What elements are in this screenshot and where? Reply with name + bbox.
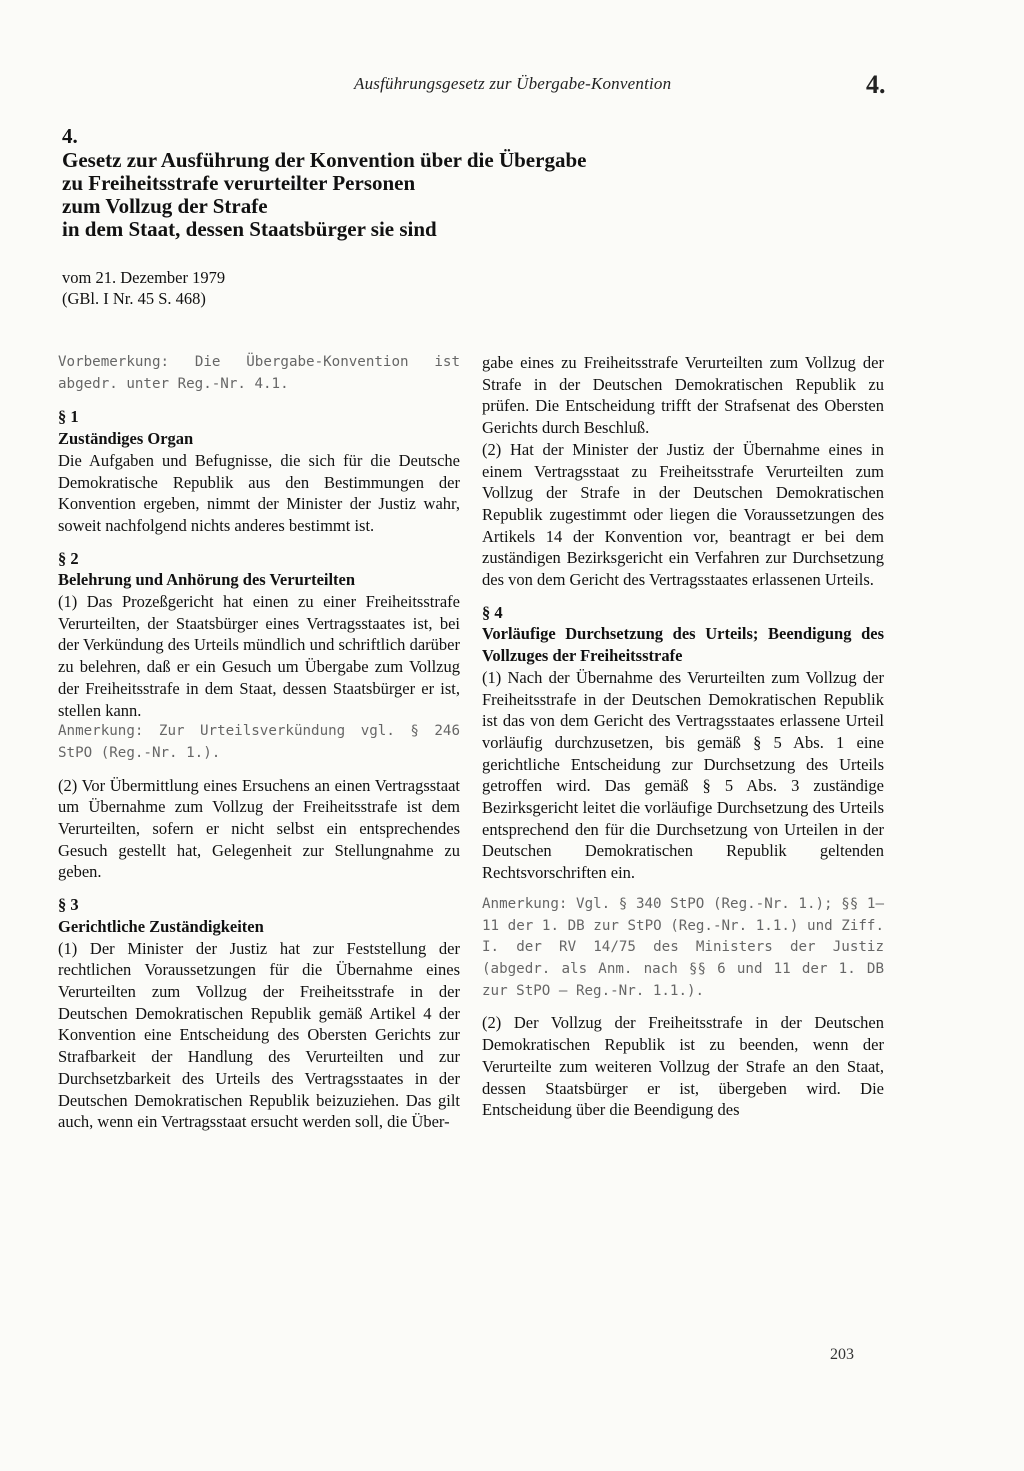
section-4-paragraph-2: (2) Der Vollzug der Freiheitsstrafe in der Deutschen Demokratischen Republik ist zu beenden, wenn der Verurteilte zum weiteren Vollzug der Strafe an den Staat, dessen Staatsbürger er ist, übergeben wird. Die Entscheidung über die Beendigung des (482, 1013, 884, 1120)
law-source: (GBl. I Nr. 45 S. 468) (62, 289, 206, 308)
law-title-line: Gesetz zur Ausführung der Konvention über die Übergabe (62, 148, 587, 172)
section-2-number: § 2 (58, 548, 79, 568)
law-number: 4. (62, 124, 78, 148)
section-4-paragraph-1: (1) Nach der Übernahme des Verurteilten zum Vollzug der Freiheitsstrafe in der Deutschen Demokratischen Republik ist das von dem Gericht des Vertragsstaates erlassene Urteil vorläufig durchzusetzen, bis gemäß § 5 Abs. 1 eine gerichtliche Entscheidung zur Durchsetzung des Urteils getroffen wird. Das gemäß § 5 Abs. 3 zuständige Bezirksgericht leitet die vorläufige Durchsetzung des Urteils entsprechend den für die Durchsetzung von Urteilen in der Deutschen Demokratischen Republik geltenden Rechtsvorschriften ein. (482, 667, 884, 883)
law-title (62, 149, 722, 241)
section-2-title: Belehrung und Anhörung des Verurteilten (58, 570, 356, 590)
section-3-paragraph-1-continued: gabe eines zu Freiheitsstrafe Verurteilten zum Vollzug der Strafe in der Deutschen Demokratischen Republik zu prüfen. Die Entscheidung trifft der Strafsenat des Obersten Gerichts durch Beschluß. (482, 353, 884, 438)
law-title-line: zum Vollzug der Strafe (62, 194, 268, 218)
section-2-paragraph-1: (1) Das Prozeßgericht hat einen zu einer Freiheitsstrafe Verurteilten, der Staatsbürger eines Vertragsstaates ist, bei der Verkündung des Urteils mündlich und schriftlich darüber zu belehren, daß er ein Gesuch um Übergabe zum Vollzug der Freiheitsstrafe in dem Staat, dessen Staatsbürger er ist, stellen kann. (58, 592, 460, 720)
right-column (482, 352, 884, 1121)
running-head-title: Ausführungsgesetz zur Übergabe-Konvention (354, 74, 672, 93)
section-2-note: Anmerkung: Zur Urteilsverkündung vgl. § 246 StPO (Reg.-Nr. 1.). (58, 723, 460, 761)
law-title-line: in dem Staat, dessen Staatsbürger sie sind (62, 217, 437, 241)
law-date: vom 21. Dezember 1979 (62, 268, 226, 287)
law-date-block (62, 267, 225, 309)
left-column (58, 352, 460, 1133)
section-1-text: Die Aufgaben und Befugnisse, die sich für die Deutsche Demokratische Republik aus den Bestimmungen der Konvention ergeben, nimmt der Minister der Justiz wahr, soweit nachfolgend nichts anderes bestimmt ist. (58, 450, 460, 535)
section-3-paragraph-1: (1) Der Minister der Justiz hat zur Feststellung der rechtlichen Voraussetzungen für die Übernahme eines Verurteilten zum Vollzug der Freiheitsstrafe in der Deutschen Demokratischen Republik gemäß Artikel 4 der Konvention eine Entscheidung des Obersten Gerichts zur Strafbarkeit der Handlung des Verurteilten und zur Durchsetzbarkeit des Urteils des Vertragsstaates in der Deutschen Demokratischen Republik beizuziehen. Das gilt auch, wenn ein Vertragsstaat ersucht werden soll, die Über- (58, 938, 460, 1132)
law-title-line: zu Freiheitsstrafe verurteilter Personen (62, 171, 416, 195)
section-4-number: § 4 (482, 602, 503, 622)
section-3-number: § 3 (58, 895, 79, 915)
section-3-title: Gerichtliche Zuständigkeiten (58, 916, 264, 936)
section-1-number: § 1 (58, 407, 79, 427)
section-1-title: Zuständiges Organ (58, 429, 194, 449)
section-4-title: Vorläufige Durchsetzung des Urteils; Beendigung des Vollzuges der Freiheitsstrafe (482, 624, 884, 666)
section-4-note: Anmerkung: Vgl. § 340 StPO (Reg.-Nr. 1.); §§ 1–11 der 1. DB zur StPO (Reg.-Nr. 1.1.) und Ziff. I. der RV 14/75 des Ministers der Justiz (abgedr. als Anm. nach §§ 6 und 11 der 1. DB zur StPO – Reg.-Nr. 1.1.). (482, 895, 884, 999)
page-number: 203 (830, 1346, 854, 1363)
section-2-paragraph-2: (2) Vor Übermittlung eines Ersuchens an einen Vertragsstaat um Übernahme zum Vollzug der Freiheitsstrafe ist dem Verurteilten, sofern er nicht selbst ein entsprechendes Gesuch gestellt hat, Gelegenheit zur Stellungnahme zu geben. (58, 775, 460, 882)
preliminary-note: Vorbemerkung: Die Übergabe-Konvention ist abgedr. unter Reg.-Nr. 4.1. (58, 354, 460, 392)
section-3-paragraph-2: (2) Hat der Minister der Justiz der Übernahme eines in einem Vertragsstaat zu Freiheitsstrafe Verurteilten zum Vollzug der Strafe in der Deutschen Demokratischen Republik zugestimmt oder liegen die Voraussetzungen des Artikels 14 der Konvention vor, beantragt er bei dem zuständigen Bezirksgericht ein Verfahren zur Durchsetzung des von dem Gericht des Vertragsstaates erlassenen Urteils. (482, 439, 884, 590)
running-head-number: 4. (866, 70, 886, 99)
